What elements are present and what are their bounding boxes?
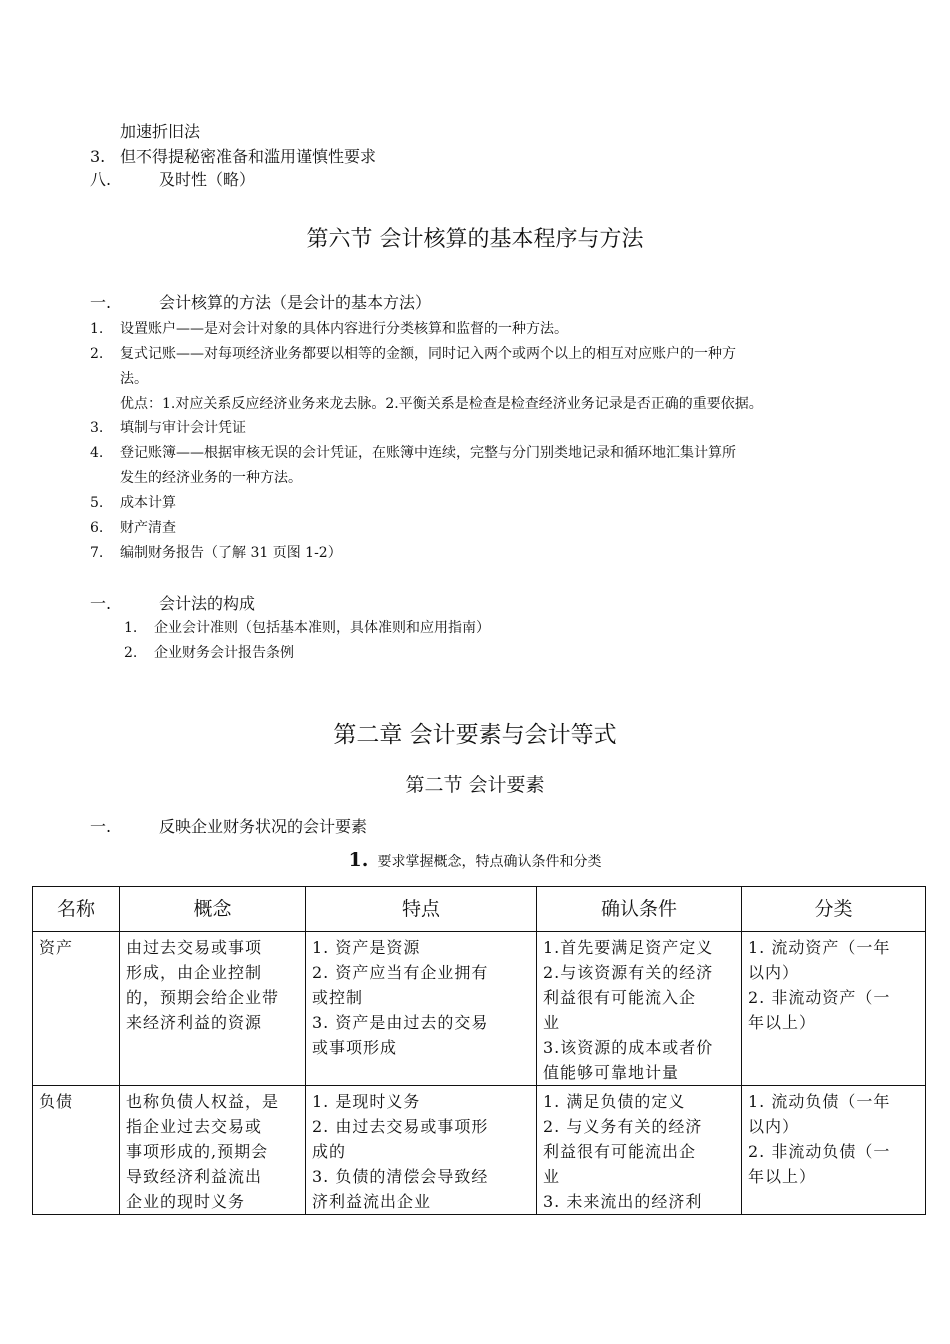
list-number: 5. [90, 495, 104, 511]
heading-number: 一. [90, 817, 112, 836]
cell-line: 来经济利益的资源 [126, 1013, 263, 1032]
list-continuation: 法。 [120, 371, 148, 387]
cell-line: 3. 资产是由过去的交易 [312, 1013, 489, 1032]
subheading-number: 1. [348, 849, 369, 871]
list-number: 八. [90, 170, 112, 189]
list-text: 企业会计准则（包括基本准则，具体准则和应用指南） [154, 620, 490, 636]
section-title: 第二节 会计要素 [405, 774, 545, 796]
cell-line: 1. 资产是资源 [312, 938, 421, 957]
table-header-row [33, 887, 926, 932]
cell-line: 事项形成的,预期会 [126, 1142, 269, 1161]
cell-line: 1. 满足负债的定义 [543, 1092, 686, 1111]
cell-classes [742, 932, 926, 1086]
cell-name: 负债 [33, 1086, 120, 1215]
list-item [90, 517, 176, 537]
cell-line: 济利益流出企业 [312, 1192, 432, 1211]
list-continuation: 发生的经济业务的一种方法。 [120, 470, 302, 486]
list-text: 财产清查 [120, 520, 176, 536]
heading-number: 一. [90, 293, 112, 312]
cell-line: 导致经济利益流出 [126, 1167, 263, 1186]
heading-number: 一. [90, 594, 112, 613]
elements-table [32, 886, 926, 1215]
cell-features [306, 932, 537, 1086]
cell-line: 指企业过去交易或 [126, 1117, 263, 1136]
list-number: 6. [90, 520, 104, 536]
list-text: 填制与审计会计凭证 [120, 420, 246, 436]
cell-conditions [537, 932, 742, 1086]
table-row [33, 1086, 926, 1215]
section-heading [90, 290, 431, 313]
cell-line: 以内） [748, 963, 800, 982]
cell-line: 值能够可靠地计量 [543, 1063, 680, 1082]
section-title: 第六节 会计核算的基本程序与方法 [306, 227, 644, 252]
cell-features [306, 1086, 537, 1215]
list-number: 1. [124, 620, 138, 636]
list-item [90, 492, 176, 512]
cell-line: 1.首先要满足资产定义 [543, 938, 714, 957]
list-item [90, 343, 736, 363]
cell-line: 业 [543, 1013, 561, 1032]
cell-line: 利益很有可能流出企 [543, 1142, 697, 1161]
cell-line: 以内） [748, 1117, 800, 1136]
cell-name: 资产 [33, 932, 120, 1086]
list-item [90, 442, 736, 462]
cell-line: 1. 流动资产（一年 [748, 938, 891, 957]
header-name: 名称 [33, 887, 120, 932]
list-number: 2. [90, 346, 104, 362]
header-concept: 概念 [120, 887, 306, 932]
list-number: 3. [90, 420, 104, 436]
cell-concept [120, 932, 306, 1086]
cell-line: 2. 资产应当有企业拥有 [312, 963, 489, 982]
list-text: 成本计算 [120, 495, 176, 511]
cell-line: 3.该资源的成本或者价 [543, 1038, 714, 1057]
list-item [90, 167, 255, 190]
header-features: 特点 [306, 887, 537, 932]
list-item [90, 144, 376, 167]
cell-line: 2. 由过去交易或事项形 [312, 1117, 489, 1136]
cell-line: 由过去交易或事项 [126, 938, 263, 957]
list-number: 7. [90, 545, 104, 561]
cell-line: 2. 非流动负债（一 [748, 1142, 891, 1161]
list-item [124, 642, 294, 662]
header-conditions: 确认条件 [537, 887, 742, 932]
list-number: 3. [90, 147, 106, 166]
cell-line: 或控制 [312, 988, 364, 1007]
cell-line: 3. 负债的清偿会导致经 [312, 1167, 489, 1186]
chapter-title: 第二章 会计要素与会计等式 [333, 722, 617, 748]
list-text: 企业财务会计报告条例 [154, 645, 294, 661]
cell-line: 业 [543, 1167, 561, 1186]
cell-line: 年以上） [748, 1013, 817, 1032]
cell-conditions [537, 1086, 742, 1215]
list-item [90, 542, 342, 562]
subheading-text: 要求掌握概念，特点确认条件和分类 [377, 854, 602, 870]
list-number: 4. [90, 445, 104, 461]
cell-line: 也称负债人权益，是 [126, 1092, 280, 1111]
cell-line: 成的 [312, 1142, 347, 1161]
cell-line: 或事项形成 [312, 1038, 398, 1057]
header-classes: 分类 [742, 887, 926, 932]
list-text: 登记账簿——根据审核无误的会计凭证，在账簿中连续，完整与分门别类地记录和循环地汇集计算所 [120, 445, 736, 461]
subheading [0, 849, 950, 871]
list-item [90, 318, 568, 338]
table-row [33, 932, 926, 1086]
list-text: 优点：1.对应关系反应经济业务来龙去脉。2.平衡关系是检查是检查经济业务记录是否正确的重要依据。 [120, 396, 763, 412]
list-item [124, 617, 490, 637]
text-line: 加速折旧法 [120, 122, 201, 141]
section-heading [90, 591, 255, 614]
cell-line: 形成，由企业控制 [126, 963, 263, 982]
list-text: 复式记账——对每项经济业务都要以相等的金额，同时记入两个或两个以上的相互对应账户的一种方 [120, 346, 736, 362]
cell-line: 2. 与义务有关的经济 [543, 1117, 703, 1136]
cell-line: 的，预期会给企业带 [126, 988, 280, 1007]
cell-line: 3. 未来流出的经济利 [543, 1192, 703, 1211]
list-number: 2. [124, 645, 138, 661]
cell-line: 年以上） [748, 1167, 817, 1186]
cell-line: 1. 流动负债（一年 [748, 1092, 891, 1111]
heading-text: 会计核算的方法（是会计的基本方法） [159, 293, 432, 312]
heading-text: 会计法的构成 [159, 594, 256, 613]
list-item [90, 417, 246, 437]
list-text: 编制财务报告（了解 31 页图 1-2） [120, 545, 342, 561]
cell-line: 1. 是现时义务 [312, 1092, 421, 1111]
list-text: 但不得提秘密准备和滥用谨慎性要求 [120, 147, 377, 166]
list-text: 设置账户——是对会计对象的具体内容进行分类核算和监督的一种方法。 [120, 321, 568, 337]
cell-line: 2.与该资源有关的经济 [543, 963, 714, 982]
heading-text: 反映企业财务状况的会计要素 [159, 817, 368, 836]
cell-line: 企业的现时义务 [126, 1192, 246, 1211]
cell-line: 利益很有可能流入企 [543, 988, 697, 1007]
cell-line: 2. 非流动资产（一 [748, 988, 891, 1007]
cell-concept [120, 1086, 306, 1215]
list-text: 及时性（略） [159, 170, 256, 189]
cell-classes [742, 1086, 926, 1215]
list-number: 1. [90, 321, 104, 337]
section-heading [90, 814, 367, 837]
